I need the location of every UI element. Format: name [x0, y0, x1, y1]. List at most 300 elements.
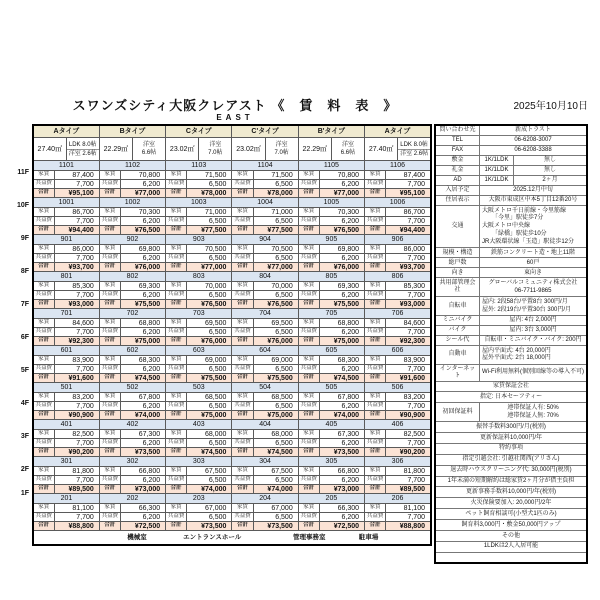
room-number: 704 [232, 309, 298, 319]
fee-value: 7,700 [386, 180, 431, 189]
total-value: ¥76,000 [253, 337, 298, 346]
total-value: ¥73,500 [253, 522, 298, 531]
fee-label: 共益費 [298, 254, 319, 263]
total-value: ¥72,500 [319, 522, 364, 531]
rent-value: 67,300 [120, 430, 165, 439]
info-line: 屋内: 2段58台/平置8台 300円/月 [482, 298, 568, 305]
unit-size-4: 22.29㎡ [298, 138, 331, 161]
size-row [33, 138, 431, 161]
total-label: 合計 [99, 411, 120, 420]
fee-label: 共益費 [99, 180, 120, 189]
total-label: 合計 [33, 374, 54, 383]
info-row-7 [436, 196, 586, 206]
info-text: 指定: 日本セーフティー [479, 393, 543, 400]
total-value: ¥76,500 [253, 300, 298, 309]
rent-value: 84,600 [386, 319, 431, 328]
total-value: ¥93,700 [386, 263, 431, 272]
total-label: 合計 [365, 448, 386, 457]
total-row [33, 263, 431, 272]
rent-value: 67,800 [319, 393, 364, 402]
info-text: 更新事務手数料10,000円/年(税別) [465, 488, 556, 495]
rent-value: 68,000 [187, 430, 232, 439]
room-number: 605 [298, 346, 364, 356]
total-value: ¥76,000 [319, 263, 364, 272]
fee-label: 共益費 [33, 254, 54, 263]
rent-value: 66,300 [120, 504, 165, 513]
room-number-row [33, 198, 431, 208]
total-label: 合計 [166, 485, 187, 494]
room-number: 601 [33, 346, 99, 356]
rent-label: 家賃 [99, 356, 120, 365]
room-number: 201 [33, 494, 99, 504]
info-row-21 [436, 403, 586, 422]
layout-line: 7.0帖 [274, 150, 289, 156]
fee-value: 7,700 [54, 291, 99, 300]
info-row-6 [436, 186, 586, 196]
info-line: 「緑橋」駅徒歩10分 [492, 231, 547, 238]
info-row-23 [436, 433, 586, 444]
room-number: 506 [365, 383, 431, 393]
info-value: Wi-Fi利用無料(個別回線等の導入不可) [482, 369, 584, 376]
fee-value: 6,200 [319, 365, 364, 374]
info-text: 1LDKは2人入居可能 [483, 543, 539, 550]
info-text: 家賃保証会社 [492, 383, 529, 390]
fee-label: 共益費 [33, 180, 54, 189]
total-label: 合計 [33, 300, 54, 309]
total-label: 合計 [99, 485, 120, 494]
total-value: ¥74,000 [319, 411, 364, 420]
total-value: ¥76,000 [120, 263, 165, 272]
fee-row [33, 254, 431, 263]
total-value: ¥75,500 [319, 300, 364, 309]
fee-value: 7,700 [54, 365, 99, 374]
info-row-18 [436, 365, 586, 382]
layout-line: 洋室 [341, 142, 354, 148]
fee-label: 共益費 [232, 439, 253, 448]
total-label: 合計 [33, 411, 54, 420]
total-value: ¥75,000 [187, 411, 232, 420]
fee-value: 6,500 [253, 328, 298, 337]
room-number: 805 [298, 272, 364, 282]
rent-label: 家賃 [232, 319, 253, 328]
rent-label: 家賃 [99, 208, 120, 217]
total-label: 合計 [166, 189, 187, 198]
rent-label: 家賃 [166, 208, 187, 217]
total-label: 合計 [33, 263, 54, 272]
rent-label: 家賃 [232, 171, 253, 180]
fee-label: 共益費 [33, 402, 54, 411]
rent-label: 家賃 [99, 319, 120, 328]
info-line: 大阪メトロ中央線 [482, 223, 531, 230]
info-row-8 [436, 206, 586, 248]
info-label: 規模・構造 [436, 248, 480, 257]
room-number: 706 [365, 309, 431, 319]
fee-value: 6,500 [253, 476, 298, 485]
info-row-11 [436, 268, 586, 278]
type-header-row [33, 125, 431, 138]
total-value: ¥75,500 [187, 374, 232, 383]
total-value: ¥90,200 [386, 448, 431, 457]
info-line: 連帯保証人有: 50% [507, 404, 559, 411]
room-number: 404 [232, 420, 298, 430]
info-value: 06-6208-3388 [514, 147, 552, 154]
total-label: 合計 [365, 337, 386, 346]
fee-row [33, 513, 431, 522]
info-row-17 [436, 346, 586, 365]
info-value: 06-6208-3007 [514, 137, 552, 144]
room-number: 905 [298, 235, 364, 245]
fee-label: 共益費 [232, 180, 253, 189]
fee-label: 共益費 [99, 513, 120, 522]
rent-value: 70,800 [319, 171, 364, 180]
room-number-row [33, 383, 431, 393]
fee-label: 共益費 [99, 402, 120, 411]
info-text: 特約事項 [498, 445, 523, 452]
rent-value: 86,000 [386, 245, 431, 254]
info-row-22 [436, 422, 586, 433]
fee-row [33, 328, 431, 337]
total-label: 合計 [99, 189, 120, 198]
rent-value: 81,800 [54, 467, 99, 476]
rent-value: 87,400 [54, 171, 99, 180]
total-label: 合計 [365, 300, 386, 309]
room-number: 806 [365, 272, 431, 282]
info-text: その他 [501, 532, 520, 539]
total-label: 合計 [166, 448, 187, 457]
rent-row [33, 504, 431, 513]
total-row [33, 374, 431, 383]
rent-value: 70,500 [187, 245, 232, 254]
fee-label: 共益費 [33, 291, 54, 300]
room-number: 906 [365, 235, 431, 245]
fee-value: 6,500 [187, 254, 232, 263]
fee-value: 7,700 [54, 328, 99, 337]
room-number: 801 [33, 272, 99, 282]
info-value: 無し [543, 167, 556, 174]
rent-label: 家賃 [365, 282, 386, 291]
info-label: 礼金 [436, 166, 480, 175]
info-text: ペット飼育相談可(小型犬1匹のみ) [465, 510, 557, 517]
unit-layout-1 [132, 138, 165, 161]
rent-label: 家賃 [33, 467, 54, 476]
fee-label: 共益費 [232, 328, 253, 337]
total-label: 合計 [232, 337, 253, 346]
property-info-panel [434, 124, 588, 564]
layout-line: LDK 8.0帖 [400, 141, 428, 148]
total-label: 合計 [298, 374, 319, 383]
layout-line: 6.6帖 [141, 150, 157, 156]
info-label: AD [436, 176, 480, 185]
total-value: ¥78,000 [187, 189, 232, 198]
room-number: 1103 [166, 161, 232, 171]
unit-layout-2 [199, 138, 232, 161]
rent-label: 家賃 [232, 208, 253, 217]
ground-area-label: 管理事務室 [292, 533, 326, 541]
info-row-12 [436, 278, 586, 297]
rent-label: 家賃 [232, 467, 253, 476]
rent-value: 82,500 [386, 430, 431, 439]
ground-area-label: エントランスホール [183, 533, 242, 541]
fee-label: 共益費 [33, 476, 54, 485]
info-value: 自転車・ミニバイク・バイク: 200円 [484, 337, 582, 344]
total-row [33, 189, 431, 198]
rent-label: 家賃 [166, 282, 187, 291]
room-number: 1001 [33, 198, 99, 208]
layout-line: LDK 8.0帖 [68, 141, 97, 148]
fee-label: 共益費 [232, 254, 253, 263]
room-number-row [33, 494, 431, 504]
room-number: 302 [99, 457, 165, 467]
total-value: ¥88,800 [386, 522, 431, 531]
rent-label: 家賃 [232, 356, 253, 365]
room-number: 802 [99, 272, 165, 282]
rent-row [33, 319, 431, 328]
rent-value: 71,000 [187, 208, 232, 217]
fee-label: 共益費 [365, 439, 386, 448]
total-value: ¥95,100 [54, 189, 99, 198]
fee-value: 6,200 [319, 439, 364, 448]
fee-label: 共益費 [166, 476, 187, 485]
rent-value: 68,300 [120, 356, 165, 365]
rent-label: 家賃 [99, 393, 120, 402]
unit-layout-0 [66, 138, 99, 161]
rent-value: 87,400 [386, 171, 431, 180]
info-row-20 [436, 392, 586, 403]
fee-value: 7,700 [386, 402, 431, 411]
total-label: 合計 [99, 522, 120, 531]
room-number: 503 [166, 383, 232, 393]
fee-value: 6,500 [253, 402, 298, 411]
info-label: 住居表示 [436, 196, 480, 205]
fee-value: 6,200 [120, 291, 165, 300]
rent-value: 70,800 [120, 171, 165, 180]
info-row-2 [436, 146, 586, 156]
rent-value: 83,900 [54, 356, 99, 365]
rent-value: 69,300 [319, 282, 364, 291]
rent-label: 家賃 [166, 430, 187, 439]
unit-size-1: 22.29㎡ [99, 138, 132, 161]
info-row-5 [436, 176, 586, 186]
room-number: 402 [99, 420, 165, 430]
total-row [33, 522, 431, 531]
room-number: 1005 [298, 198, 364, 208]
fee-value: 6,500 [253, 254, 298, 263]
info-row-19 [436, 382, 586, 393]
total-label: 合計 [365, 522, 386, 531]
info-row-28 [436, 487, 586, 498]
info-label: 敷金 [436, 156, 480, 165]
total-label: 合計 [166, 226, 187, 235]
total-value: ¥88,800 [54, 522, 99, 531]
total-value: ¥91,600 [386, 374, 431, 383]
info-label: FAX [436, 146, 480, 155]
total-label: 合計 [166, 337, 187, 346]
unit-size-2: 23.02㎡ [166, 138, 199, 161]
rent-label: 家賃 [33, 504, 54, 513]
rent-value: 69,300 [120, 282, 165, 291]
info-value: 60戸 [526, 259, 540, 266]
info-row-32 [436, 531, 586, 542]
room-number: 1105 [298, 161, 364, 171]
room-number: 904 [232, 235, 298, 245]
rent-label: 家賃 [365, 245, 386, 254]
floor-column [10, 124, 31, 504]
rent-value: 83,200 [54, 393, 99, 402]
info-value: 2ヶ月 [542, 177, 558, 184]
total-label: 合計 [298, 189, 319, 198]
fee-value: 7,700 [386, 476, 431, 485]
info-text: 更新保証料10,000円/年 [479, 434, 543, 441]
rent-value: 69,800 [319, 245, 364, 254]
rent-label: 家賃 [232, 282, 253, 291]
fee-label: 共益費 [33, 328, 54, 337]
rent-value: 68,300 [319, 356, 364, 365]
fee-value: 7,700 [54, 476, 99, 485]
floor-label-1F: 1F [20, 490, 29, 497]
rent-value: 71,500 [253, 171, 298, 180]
rent-value: 81,100 [54, 504, 99, 513]
info-lines [480, 206, 586, 247]
fee-label: 共益費 [365, 328, 386, 337]
info-label: 総戸数 [436, 258, 480, 267]
info-line: 大阪メトロ千日前線・今里筋線 [482, 207, 567, 214]
info-value: 東向き [523, 269, 542, 276]
room-number: 202 [99, 494, 165, 504]
rent-label: 家賃 [99, 282, 120, 291]
info-row-33 [436, 542, 586, 553]
info-line: 連帯保証人無: 70% [507, 412, 559, 419]
total-label: 合計 [99, 263, 120, 272]
info-value: 新成トラスト [515, 127, 551, 134]
rent-value: 70,000 [187, 282, 232, 291]
layout-line: 7.0帖 [208, 150, 223, 156]
total-value: ¥89,500 [386, 485, 431, 494]
fee-label: 共益費 [166, 254, 187, 263]
info-row-4 [436, 166, 586, 176]
room-number-row [33, 235, 431, 245]
total-value: ¥92,300 [54, 337, 99, 346]
rent-label: 家賃 [33, 208, 54, 217]
info-label: 交通 [436, 206, 480, 247]
rent-label: 家賃 [33, 393, 54, 402]
info-label: 向き [436, 268, 480, 277]
info-lines [480, 403, 586, 421]
rent-label: 家賃 [33, 356, 54, 365]
rent-value: 70,300 [120, 208, 165, 217]
fee-value: 6,200 [120, 402, 165, 411]
room-number: 406 [365, 420, 431, 430]
total-label: 合計 [232, 263, 253, 272]
rent-value: 86,700 [54, 208, 99, 217]
fee-label: 共益費 [166, 328, 187, 337]
rent-label: 家賃 [298, 393, 319, 402]
total-value: ¥93,000 [386, 300, 431, 309]
total-value: ¥77,000 [319, 189, 364, 198]
rent-label: 家賃 [33, 282, 54, 291]
rent-label: 家賃 [232, 245, 253, 254]
fee-value: 6,200 [319, 180, 364, 189]
total-value: ¥74,500 [187, 448, 232, 457]
rent-label: 家賃 [365, 393, 386, 402]
room-number-row [33, 161, 431, 171]
fee-value: 6,200 [120, 180, 165, 189]
fee-value: 6,500 [253, 217, 298, 226]
fee-row [33, 180, 431, 189]
fee-value: 6,200 [319, 217, 364, 226]
fee-value: 6,500 [187, 439, 232, 448]
room-number: 206 [365, 494, 431, 504]
wing-label: EAST [216, 113, 254, 122]
rent-value: 85,300 [386, 282, 431, 291]
type-header-4: B'タイプ [298, 125, 364, 138]
total-label: 合計 [99, 337, 120, 346]
rent-row [33, 467, 431, 476]
unit-size-0: 27.40㎡ [33, 138, 66, 161]
room-number: 1101 [33, 161, 99, 171]
floor-label-9F: 9F [20, 235, 29, 242]
fee-value: 7,700 [386, 291, 431, 300]
total-label: 合計 [232, 485, 253, 494]
fee-label: 共益費 [232, 217, 253, 226]
total-label: 合計 [232, 189, 253, 198]
info-lines [480, 278, 586, 296]
info-subvalue: 1K/1LDK [480, 156, 514, 165]
fee-label: 共益費 [33, 365, 54, 374]
rent-label: 家賃 [298, 282, 319, 291]
info-row-9 [436, 248, 586, 258]
info-row-14 [436, 316, 586, 326]
room-number: 203 [166, 494, 232, 504]
total-row [33, 485, 431, 494]
fee-value: 7,700 [386, 217, 431, 226]
info-label: バイク [436, 326, 480, 335]
room-number: 1006 [365, 198, 431, 208]
total-label: 合計 [232, 522, 253, 531]
fee-value: 6,500 [187, 217, 232, 226]
total-value: ¥74,000 [187, 485, 232, 494]
total-value: ¥93,000 [54, 300, 99, 309]
fee-value: 6,200 [120, 254, 165, 263]
total-value: ¥76,500 [319, 226, 364, 235]
info-line: 「今里」駅徒歩7分 [492, 215, 544, 222]
rent-label: 家賃 [166, 319, 187, 328]
rent-label: 家賃 [99, 504, 120, 513]
room-number: 902 [99, 235, 165, 245]
room-number: 401 [33, 420, 99, 430]
rent-row [33, 245, 431, 254]
room-number: 1004 [232, 198, 298, 208]
rent-label: 家賃 [166, 245, 187, 254]
fee-label: 共益費 [365, 217, 386, 226]
info-row-27 [436, 477, 586, 488]
total-label: 合計 [99, 374, 120, 383]
total-value: ¥73,500 [187, 522, 232, 531]
type-header-1: Bタイプ [99, 125, 165, 138]
fee-value: 6,200 [319, 254, 364, 263]
total-label: 合計 [298, 522, 319, 531]
fee-label: 共益費 [298, 217, 319, 226]
total-label: 合計 [33, 522, 54, 531]
rent-value: 71,000 [253, 208, 298, 217]
info-label: 初回保証料 [436, 403, 480, 421]
info-value: 無し [543, 157, 556, 164]
info-text: 振替手数料300円/月(税別) [476, 423, 546, 430]
total-label: 合計 [298, 300, 319, 309]
total-label: 合計 [33, 485, 54, 494]
type-header-2: Cタイプ [166, 125, 232, 138]
info-text: 指定引越会社: 引越社関西(アリさん) [462, 456, 560, 463]
total-value: ¥74,000 [120, 411, 165, 420]
